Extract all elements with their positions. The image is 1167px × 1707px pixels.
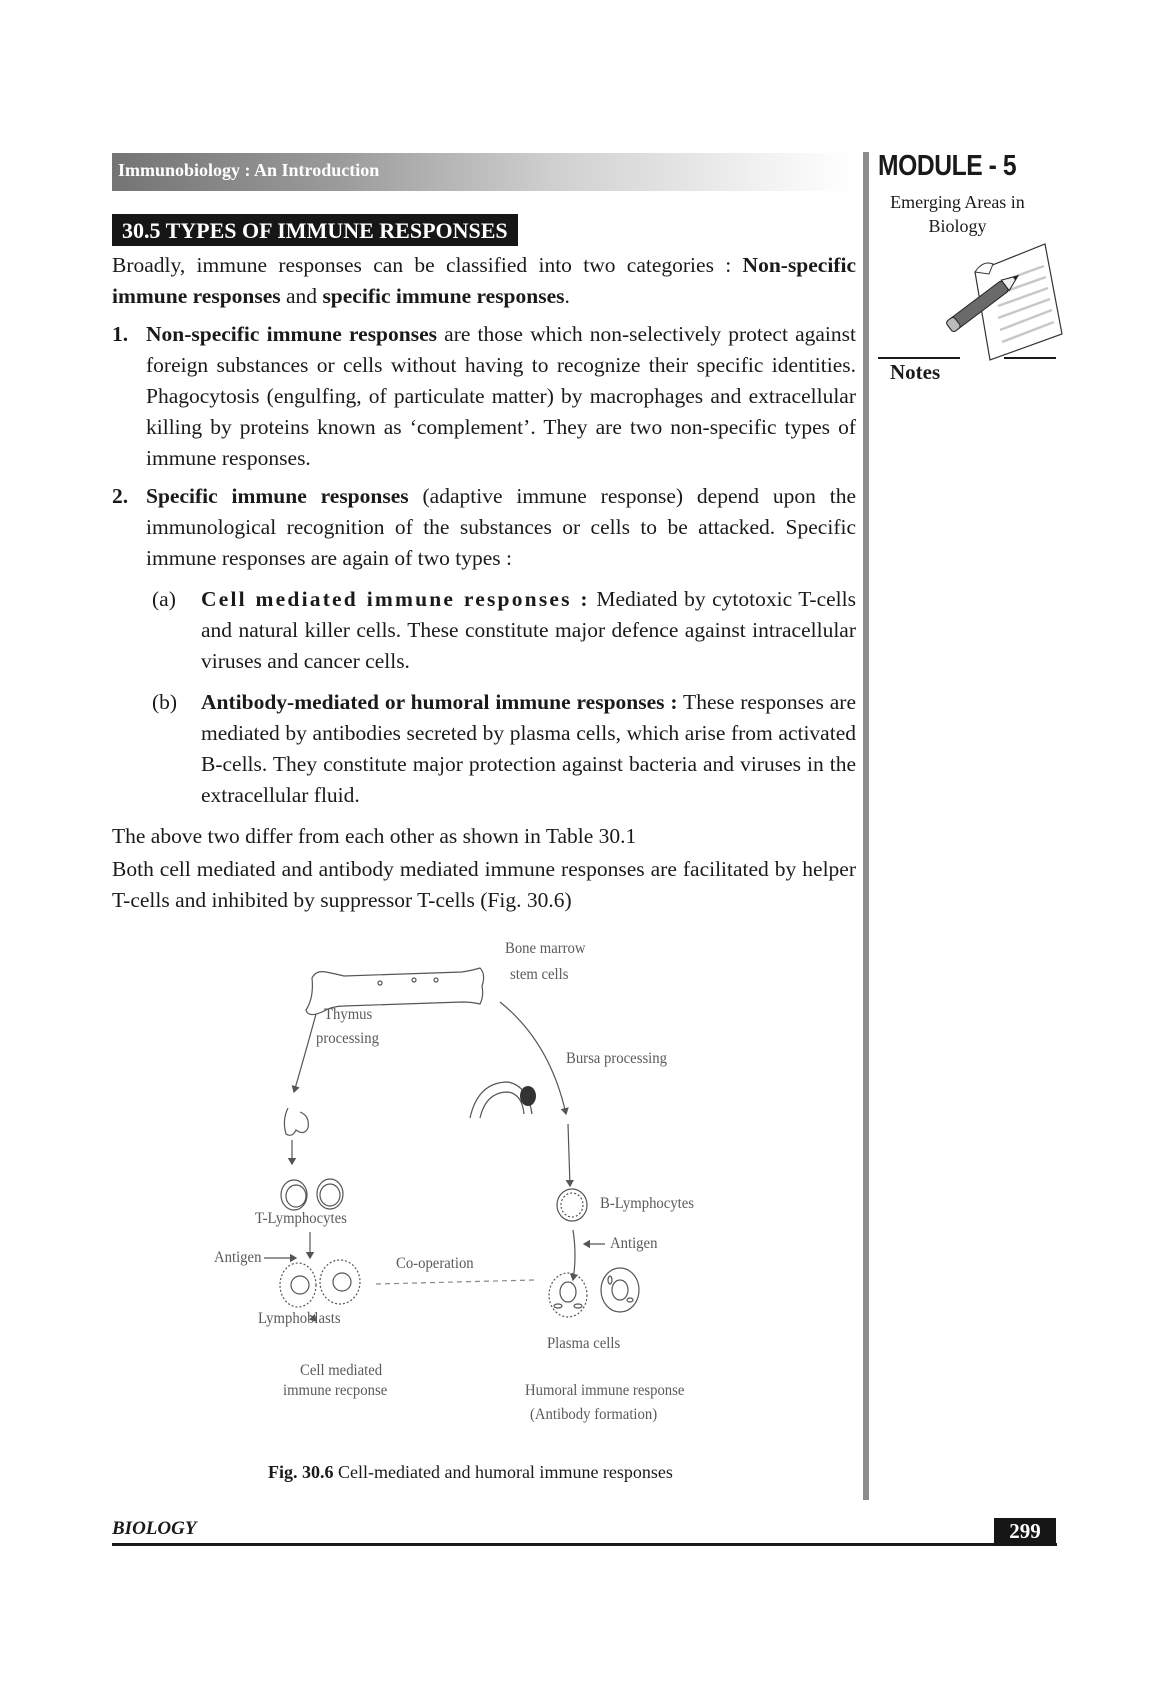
label-cell-mediated: Cell mediated bbox=[300, 1362, 383, 1379]
label-cooperation: Co-operation bbox=[396, 1255, 474, 1272]
section-body bbox=[112, 250, 856, 916]
label-antigen-right: Antigen bbox=[610, 1235, 658, 1252]
list-number: 2. bbox=[112, 484, 129, 508]
label-b-lymphocytes: B-Lymphocytes bbox=[600, 1195, 695, 1212]
subitem-heading: Cell mediated immune responses : bbox=[201, 587, 590, 611]
intro-bold-specific: specific immune responses bbox=[322, 284, 565, 308]
subitem-text: Mediated by cytotoxic T-cells and natural killer cells. These constitute major defence against intracellular viruses and cancer cells. bbox=[201, 587, 856, 673]
label-bone-marrow: Bone marrow bbox=[505, 940, 586, 957]
notepad-pencil-icon bbox=[940, 242, 1065, 369]
label-antibody-formation: (Antibody formation) bbox=[530, 1406, 658, 1423]
list-item-heading: Specific immune responses bbox=[146, 484, 409, 508]
section-title: 30.5 TYPES OF IMMUNE RESPONSES bbox=[112, 214, 518, 246]
list-item-specific bbox=[112, 481, 856, 574]
t-lymphocytes-icon bbox=[281, 1179, 343, 1210]
subitem-text: These responses are mediated by antibodies secreted by plasma cells, which arise from activated B-cells. They constitute major protection against bacteria and viruses in the extracellular fluid. bbox=[201, 690, 856, 807]
margin-divider bbox=[863, 152, 869, 1500]
module-subtitle bbox=[880, 190, 1035, 238]
intro-bold-nonspecific: Non-specific immune responses bbox=[112, 253, 856, 308]
intro-text-mid: and bbox=[280, 284, 323, 308]
thymus-arrow bbox=[294, 1014, 316, 1092]
cooperation-line bbox=[376, 1280, 535, 1284]
label-humoral-response: Humoral immune response bbox=[525, 1382, 685, 1399]
b-lymphocyte-icon bbox=[557, 1189, 587, 1221]
page-number: 299 bbox=[994, 1518, 1056, 1546]
label-stem-cells: stem cells bbox=[510, 966, 569, 983]
subitem-humoral bbox=[112, 687, 856, 811]
notes-rule-left bbox=[878, 357, 960, 359]
list-item-nonspecific bbox=[112, 319, 856, 474]
module-subtitle-line1: Emerging Areas in bbox=[890, 192, 1025, 212]
footer-subject: BIOLOGY bbox=[112, 1518, 197, 1539]
figure-number: Fig. 30.6 bbox=[268, 1462, 334, 1482]
plasma-cells-icon bbox=[549, 1268, 639, 1317]
chapter-title: Immunobiology : An Introduction bbox=[118, 160, 380, 180]
helper-cells-paragraph: Both cell mediated and antibody mediated immune responses are facilitated by helper T-cells and inhibited by suppressor T-cells (Fig. 30.6) bbox=[112, 857, 856, 912]
label-thymus-processing: processing bbox=[316, 1030, 379, 1047]
label-cell-mediated-response: immune recponse bbox=[283, 1382, 388, 1399]
intro-paragraph bbox=[112, 250, 856, 312]
list-number: 1. bbox=[112, 322, 129, 346]
intro-text-end: . bbox=[564, 284, 570, 308]
label-t-lymphocytes: T-Lymphocytes bbox=[255, 1210, 347, 1227]
label-antigen-left: Antigen bbox=[214, 1249, 262, 1266]
label-plasma-cells: Plasma cells bbox=[547, 1335, 621, 1352]
module-title: MODULE - 5 bbox=[878, 150, 1017, 182]
module-subtitle-line2: Biology bbox=[928, 216, 987, 236]
label-lymphoblasts: Lymphoblasts bbox=[258, 1310, 341, 1327]
intro-text: Broadly, immune responses can be classified into two categories : bbox=[112, 253, 743, 277]
notes-rule-right bbox=[1004, 357, 1056, 359]
table-reference-paragraph: The above two differ from each other as shown in Table 30.1 bbox=[112, 824, 637, 848]
label-bursa-processing: Bursa processing bbox=[566, 1050, 667, 1067]
subitem-label: (b) bbox=[152, 690, 178, 714]
subitem-cell-mediated bbox=[112, 584, 856, 677]
subitem-label: (a) bbox=[152, 587, 176, 611]
figure-caption bbox=[268, 1462, 673, 1483]
footer-rule bbox=[112, 1543, 1057, 1546]
label-thymus: Thymus bbox=[324, 1006, 373, 1023]
list-item-text: are those which non-selectively protect against foreign substances or cells without having to recognize their specific identities. Phagocytosis (engulfing, of particulate matter) by macrophages and extracellular killing by proteins known as ‘complement’. They are two non-specific types of immune responses. bbox=[146, 322, 856, 470]
figure-immune-responses bbox=[200, 940, 760, 1440]
chapter-header-bar bbox=[112, 153, 853, 191]
list-item-heading: Non-specific immune responses bbox=[146, 322, 438, 346]
lymphoblasts-icon bbox=[280, 1260, 360, 1307]
figure-caption-text: Cell-mediated and humoral immune responses bbox=[333, 1462, 673, 1482]
figure-drawing bbox=[200, 940, 760, 1440]
subitem-heading: Antibody-mediated or humoral immune responses : bbox=[201, 690, 678, 714]
notes-label: Notes bbox=[890, 360, 941, 384]
list-item-text: (adaptive immune response) depend upon the immunological recognition of the substances or cells to be attacked. Specific immune responses are again of two types : bbox=[146, 484, 856, 570]
thymus-icon bbox=[284, 1108, 308, 1135]
